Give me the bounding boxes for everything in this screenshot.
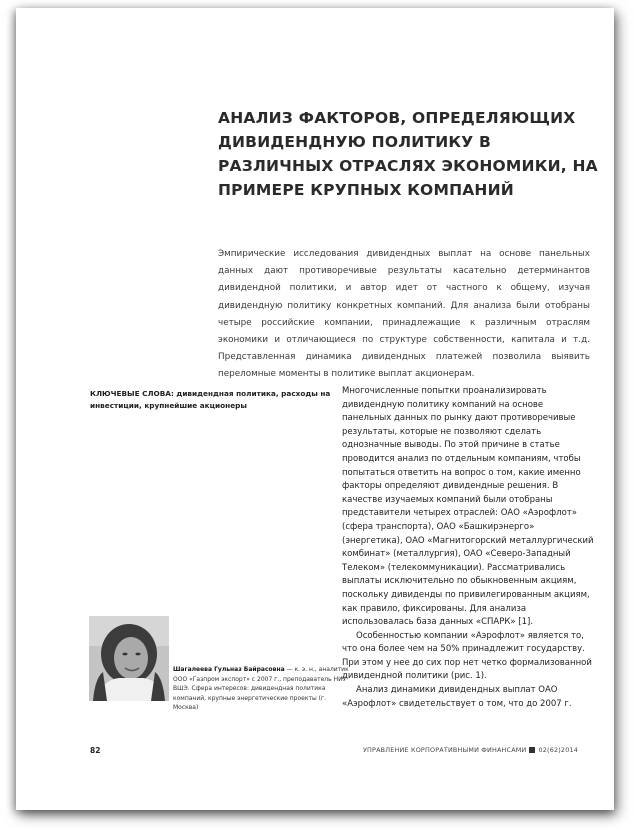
- issue-number: 02(62)2014: [538, 746, 578, 754]
- page-number: 82: [90, 746, 101, 755]
- author-bio: — к. э. н., аналитик ООО «Газпром экспорт» с 2007 г., преподаватель НИУ ВШЭ. Сфера интересов: дивидендная политика компаний, крупные энергетические проекты (г. Москва): [173, 666, 349, 712]
- body-paragraph: Особенностью компании «Аэрофлот» является то, что она более чем на 50% принадлежит государству. При этом у нее до сих пор нет четко формализованной дивидендной политики (рис. 1).: [342, 630, 592, 682]
- article-abstract: Эмпирические исследования дивидендных выплат на основе панельных данных дают противоречивые результаты касательно детерминантов дивидендной политики, и автор идет от частного к общему, изучая дивидендную политику конкретных компаний. Для анализа были отобраны четыре российские компании, принадлежащие к различным отраслям экономики и отличающиеся по структуре собственности, капитала и т.д. Представленная динамика дивидендных платежей позволила выявить переломные моменты в политике выплат акционерам.: [218, 249, 590, 380]
- keywords-text: дивидендная политика, расходы на инвестиции, крупнейшие акционеры: [90, 389, 331, 410]
- journal-name: УПРАВЛЕНИЕ КОРПОРАТИВНЫМИ ФИНАНСАМИ: [362, 746, 527, 754]
- author-name: Шагалеева Гульназ Байрасовна: [173, 666, 285, 673]
- author-photo: [89, 616, 169, 701]
- keywords-label: КЛЮЧЕВЫЕ СЛОВА:: [90, 389, 174, 398]
- author-portrait-image: [89, 616, 169, 701]
- author-info: [173, 665, 353, 713]
- article-title: АНАЛИЗ ФАКТОРОВ, ОПРЕДЕЛЯЮЩИХ ДИВИДЕНДНУЮ ПОЛИТИКУ В РАЗЛИЧНЫХ ОТРАСЛЯХ ЭКОНОМИКИ, НА ПРИМЕРЕ КРУПНЫХ КОМПАНИЙ: [218, 109, 598, 199]
- body-paragraph: Многочисленные попытки проанализировать дивидендную политику компаний на основе панельных данных по рынку дают противоречивые результаты, которые не позволяют сделать однозначные выводы. По этой причине в статье проводится анализ по отдельным компаниям, чтобы попытаться ответить на вопрос о том, какие именно факторы определяют дивидендные решения. В качестве изучаемых компаний были отобраны представители четырех отраслей: ОАО «Аэрофлот» (сфера транспорта), ОАО «Башкирэнерго» (энергетика), ОАО «Магнитогорский металлургический комбинат» (металлургия), ОАО «Северо-Западный Телеком» (телекоммуникации). Рассматривались выплаты исключительно по обыкновенным акциям, поскольку дивиденды по привилегированным акциям, как правило, фиксированы. Для анализа использовалась база данных «СПАРК» [1].: [342, 386, 594, 628]
- article-body: [342, 385, 594, 711]
- body-paragraph: Анализ динамики дивидендных выплат ОАО «Аэрофлот» свидетельствует о том, что до 2007 г.: [342, 685, 572, 709]
- journal-page: [16, 8, 614, 810]
- keywords-block: [90, 388, 340, 411]
- square-separator-icon: [529, 747, 535, 753]
- running-footer: [363, 746, 578, 754]
